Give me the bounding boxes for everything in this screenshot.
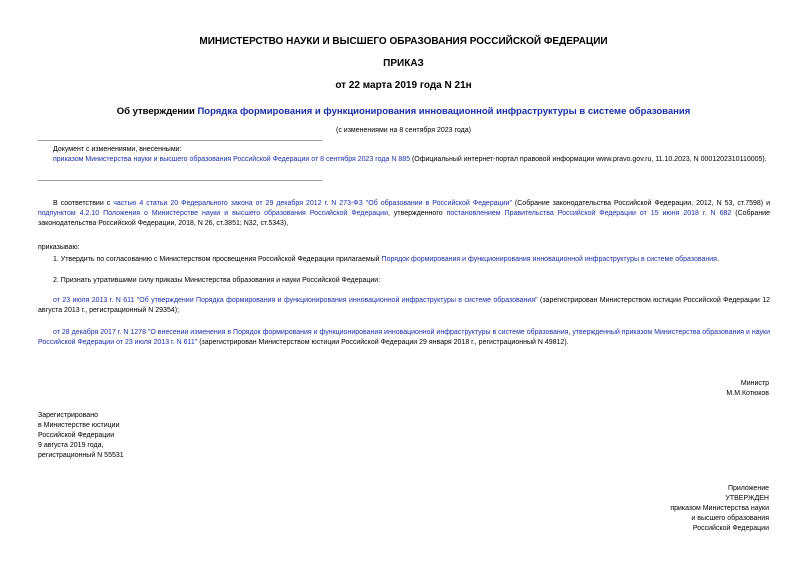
repealed-order-2-rest: (зарегистрирован Министерством юстиции Российской Федерации 29 января 2018 г., регистрационный N 49812).	[197, 339, 569, 346]
signature-name: М.М.Котюков	[726, 390, 769, 397]
changes-source	[38, 155, 770, 165]
registration-line: Зарегистрировано	[38, 412, 98, 419]
repealed-order-1	[38, 296, 770, 316]
item-1-end: .	[716, 256, 719, 263]
title-link[interactable]: Порядка формирования и функционирования инновационной инфраструктуры в системе образования	[197, 106, 691, 117]
signature-position: Министр	[740, 380, 769, 387]
item-1-link[interactable]: Порядок формирования и функционирования инновационной инфраструктуры в системе образования	[381, 256, 717, 263]
registration-line: Российской Федерации	[38, 432, 115, 439]
document-date-number: от 22 марта 2019 года N 21н	[335, 80, 472, 91]
registration-line: регистрационный N 55531	[38, 452, 124, 459]
signature-block	[726, 379, 769, 399]
changes-bottom-divider	[38, 180, 322, 181]
registration-line: 9 августа 2019 года,	[38, 442, 104, 449]
appendix-line: Российской Федерации	[692, 525, 769, 532]
item-1-paragraph	[38, 255, 770, 265]
appendix-block	[670, 484, 769, 534]
appendix-line: УТВЕРЖДЕН	[725, 495, 769, 502]
appendix-line: и высшего образования	[691, 515, 769, 522]
registration-block	[38, 411, 124, 461]
document-title	[0, 106, 807, 117]
preamble-text-3: , утвержденного	[387, 210, 447, 217]
preamble-law-link[interactable]: частью 4 статьи 20 Федерального закона от 29 декабря 2012 г. N 273-ФЗ "Об образовании в Российской Федерации"	[113, 200, 512, 207]
repealed-order-1-link[interactable]: от 23 июля 2013 г. N 611 "Об утверждении Порядка формирования и функционирования инновационной инфраструктуры в системе образования"	[53, 297, 538, 304]
preamble-paragraph	[38, 199, 770, 229]
preamble-text-4: (Собрание законодательства Российской Федерации, 2018, N 26, ст.3851; N32, ст.5343),	[38, 210, 770, 227]
appendix-line: Приложение	[727, 485, 769, 492]
preamble-decree-link[interactable]: постановлением Правительства Российской Федерации от 15 июня 2018 г. N 682	[446, 210, 732, 217]
title-prefix: Об утверждении	[116, 106, 198, 117]
registration-line: в Министерстве юстиции	[38, 422, 120, 429]
changes-top-divider	[38, 140, 322, 141]
repealed-order-2	[38, 328, 770, 348]
preamble-text-1: В соответствии с	[53, 200, 114, 207]
orders-word: приказываю:	[38, 244, 80, 251]
item-1-text: 1. Утвердить по согласованию с Министерством просвещения Российской Федерации прилагаемый	[53, 256, 382, 263]
preamble-regulation-link[interactable]: подпунктом 4.2.10 Положения о Министерстве науки и высшего образования Российской Федерации	[38, 210, 388, 217]
item-2-paragraph: 2. Признать утратившими силу приказы Министерства образования и науки Российской Федерации:	[53, 277, 381, 284]
changes-source-rest: (Официальный интернет-портал правовой информации www.pravo.gov.ru, 11.10.2023, N 0001202310110005).	[410, 156, 767, 163]
changes-label: Документ с изменениями, внесенными:	[53, 146, 182, 153]
preamble-text-2: (Собрание законодательства Российской Федерации, 2012, N 53, ст.7598) и	[511, 200, 771, 207]
repealed-order-1-rest: (зарегистрирован Министерством юстиции Российской Федерации 12 августа 2013 г., регистрационный N 29354);	[38, 297, 770, 314]
document-type: ПРИКАЗ	[383, 58, 424, 69]
ministry-heading: МИНИСТЕРСТВО НАУКИ И ВЫСШЕГО ОБРАЗОВАНИЯ РОССИЙСКОЙ ФЕДЕРАЦИИ	[199, 36, 608, 47]
repealed-order-2-link[interactable]: от 28 декабря 2017 г. N 1278 "О внесении изменения в Порядок формирования и функционирования инновационной инфраструктуры в системе образования, утвержденный приказом Министерства образования и науки Российской Федерации от 23 июля 2013 г. N 611"	[38, 329, 770, 346]
appendix-line: приказом Министерства науки	[670, 505, 769, 512]
amendment-note: (с изменениями на 8 сентября 2023 года)	[336, 127, 471, 134]
changes-source-link[interactable]: приказом Министерства науки и высшего образования Российской Федерации от 8 сентября 2023 года N 885	[53, 156, 411, 163]
